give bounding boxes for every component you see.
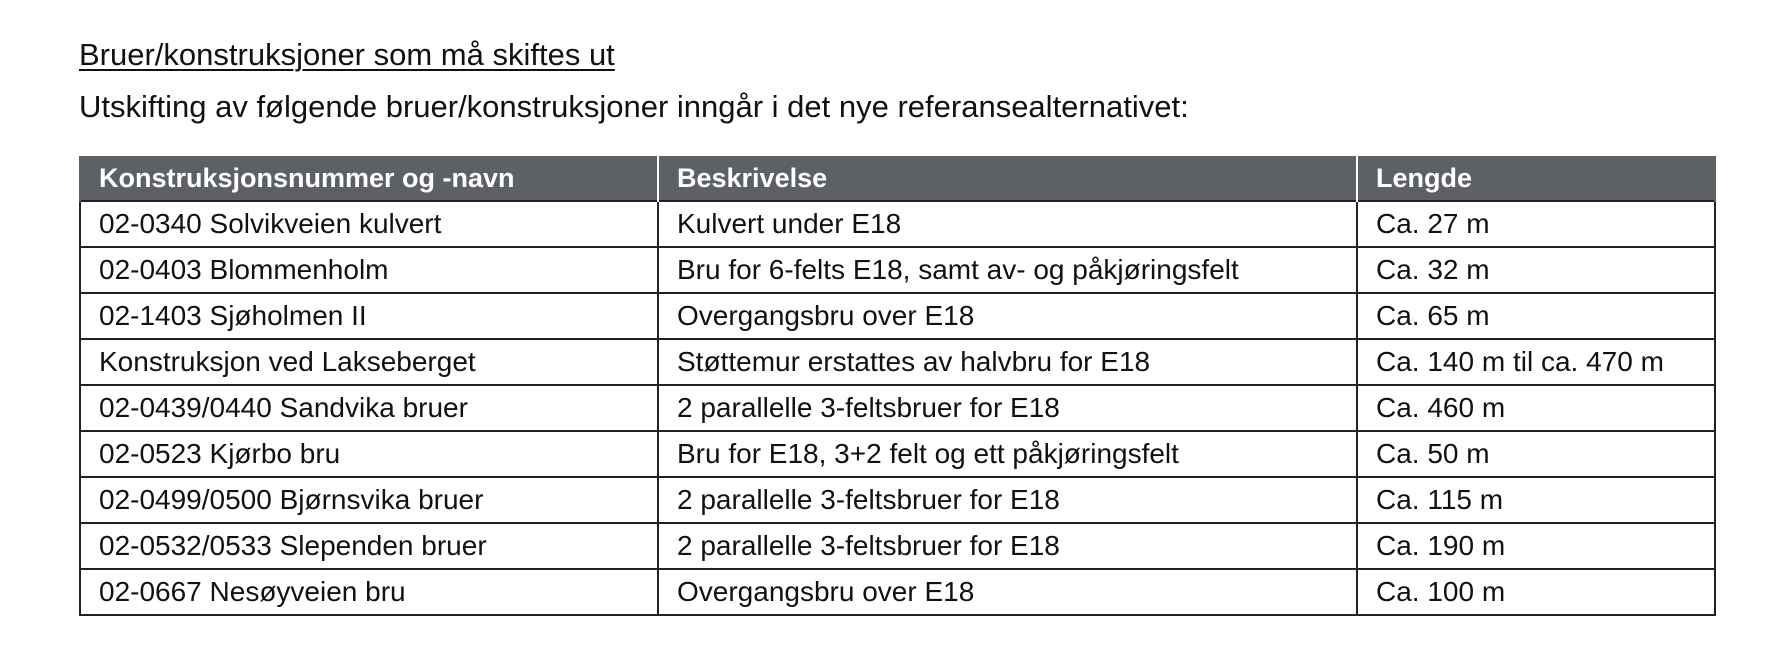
cell-description: Bru for 6-felts E18, samt av- og påkjøringsfelt	[658, 247, 1357, 293]
column-header-name: Konstruksjonsnummer og -navn	[80, 156, 658, 201]
column-header-length: Lengde	[1357, 156, 1715, 201]
table-row	[80, 247, 1715, 293]
table-row	[80, 201, 1715, 247]
cell-name: 02-0340 Solvikveien kulvert	[80, 201, 658, 247]
cell-description: Kulvert under E18	[658, 201, 1357, 247]
cell-length: Ca. 27 m	[1357, 201, 1715, 247]
table-row	[80, 385, 1715, 431]
table-row	[80, 339, 1715, 385]
cell-name: 02-0523 Kjørbo bru	[80, 431, 658, 477]
cell-length: Ca. 32 m	[1357, 247, 1715, 293]
table-row	[80, 523, 1715, 569]
cell-description: Overgangsbru over E18	[658, 569, 1357, 615]
column-header-description: Beskrivelse	[658, 156, 1357, 201]
cell-name: 02-0499/0500 Bjørnsvika bruer	[80, 477, 658, 523]
cell-length: Ca. 460 m	[1357, 385, 1715, 431]
cell-length: Ca. 190 m	[1357, 523, 1715, 569]
cell-name: 02-1403 Sjøholmen II	[80, 293, 658, 339]
table-row	[80, 569, 1715, 615]
cell-name: Konstruksjon ved Lakseberget	[80, 339, 658, 385]
table-row	[80, 293, 1715, 339]
cell-description: Støttemur erstattes av halvbru for E18	[658, 339, 1357, 385]
cell-length: Ca. 50 m	[1357, 431, 1715, 477]
cell-name: 02-0439/0440 Sandvika bruer	[80, 385, 658, 431]
cell-length: Ca. 115 m	[1357, 477, 1715, 523]
section-heading: Bruer/konstruksjoner som må skiftes ut	[79, 37, 615, 72]
cell-name: 02-0667 Nesøyveien bru	[80, 569, 658, 615]
cell-description: 2 parallelle 3-feltsbruer for E18	[658, 523, 1357, 569]
cell-length: Ca. 140 m til ca. 470 m	[1357, 339, 1715, 385]
cell-name: 02-0532/0533 Slependen bruer	[80, 523, 658, 569]
cell-description: Overgangsbru over E18	[658, 293, 1357, 339]
table-row	[80, 431, 1715, 477]
intro-paragraph: Utskifting av følgende bruer/konstruksjoner inngår i det nye referansealternativet:	[79, 89, 1189, 124]
cell-length: Ca. 65 m	[1357, 293, 1715, 339]
cell-name: 02-0403 Blommenholm	[80, 247, 658, 293]
table-header-row	[80, 156, 1715, 201]
bridges-table	[79, 156, 1716, 616]
cell-description: Bru for E18, 3+2 felt og ett påkjøringsfelt	[658, 431, 1357, 477]
cell-description: 2 parallelle 3-feltsbruer for E18	[658, 477, 1357, 523]
table-row	[80, 477, 1715, 523]
cell-description: 2 parallelle 3-feltsbruer for E18	[658, 385, 1357, 431]
cell-length: Ca. 100 m	[1357, 569, 1715, 615]
